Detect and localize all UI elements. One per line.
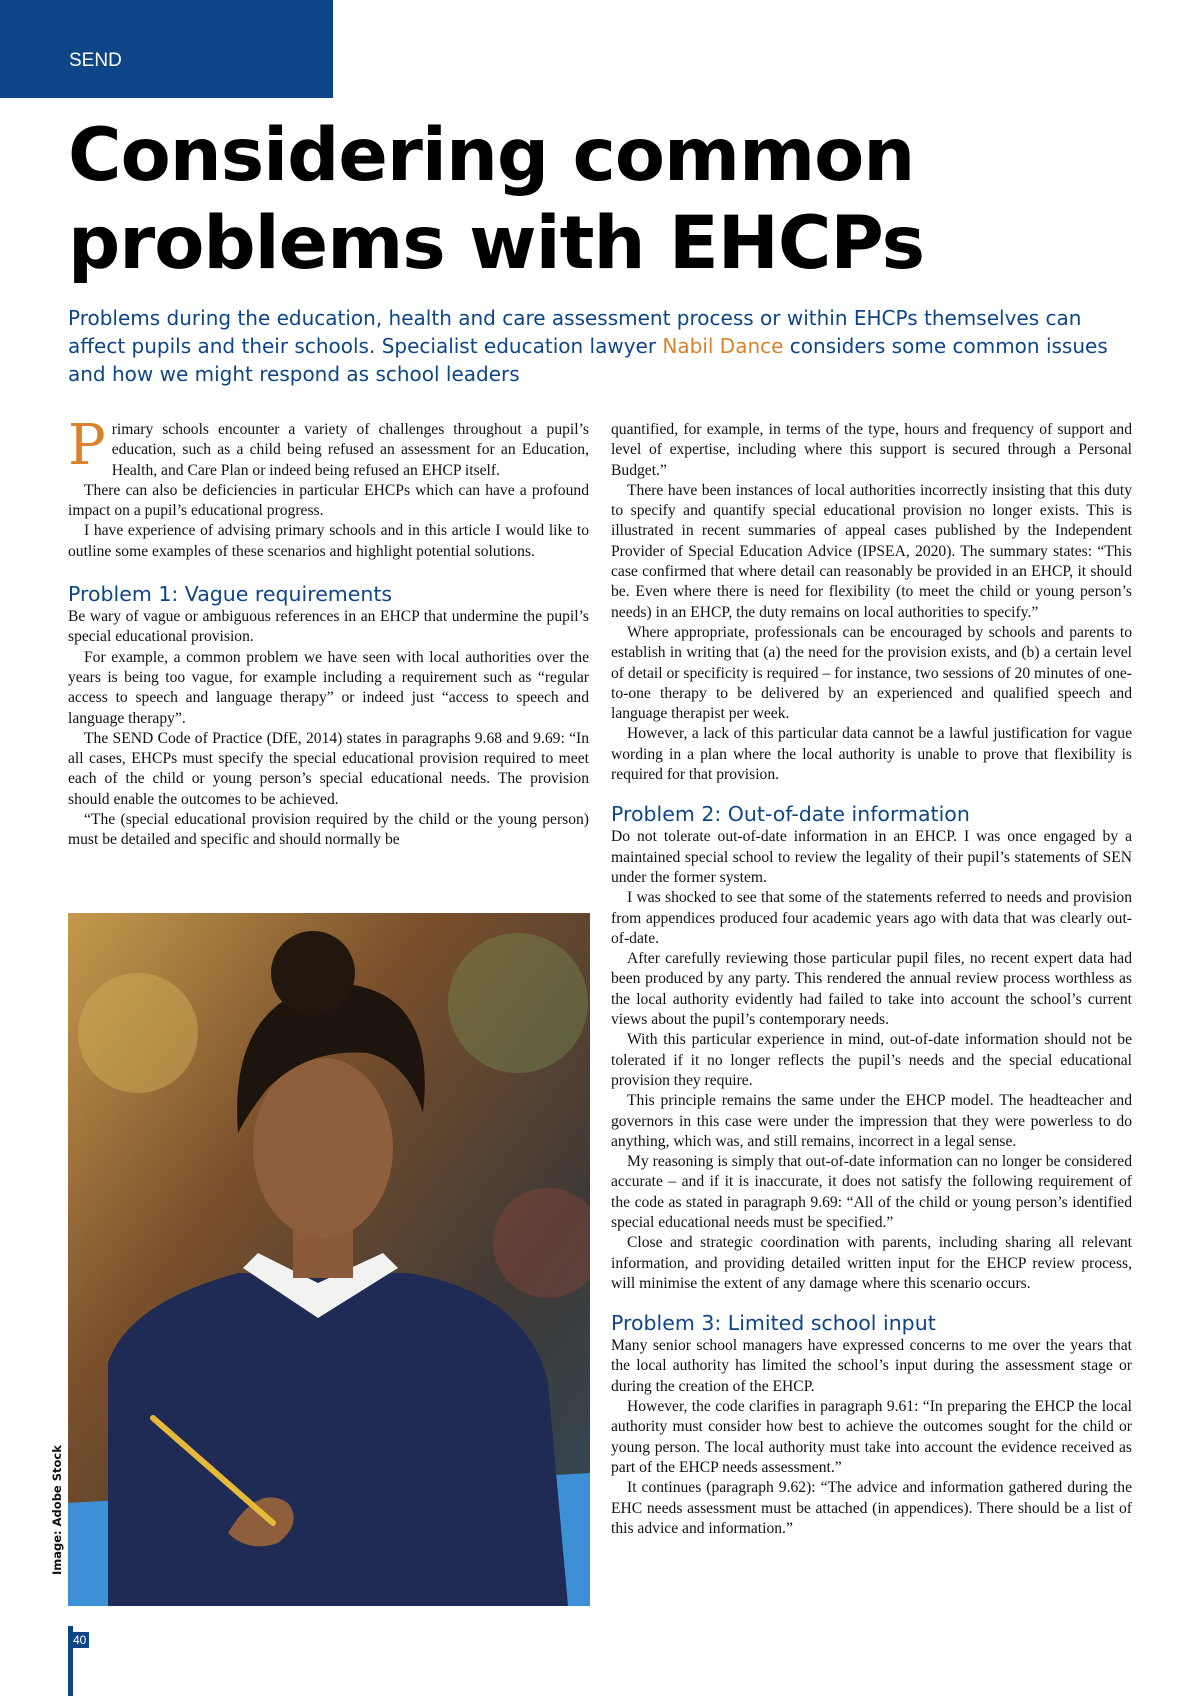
intro-paragraph-1-text: rimary schools encounter a variety of challenges throughout a pupil’s education, such as a child being refused an assessment for an Education, Health, and Care Plan or indeed being refused an EHCP itself.: [111, 421, 589, 479]
problem-1-paragraph-3: The SEND Code of Practice (DfE, 2014) states in paragraphs 9.68 and 9.69: “In all cases, EHCPs must specify the special educational provision required to meet each of the child or young person’s special educational needs. The provision should enable the outcomes to be achieved.: [68, 729, 589, 808]
page-number: 40: [70, 1632, 89, 1648]
problem-2-paragraph-6: My reasoning is simply that out-of-date information can no longer be considered accurate – and if it is inaccurate, it does not satisfy the following requirement of the code as stated in paragraph 9.69: “All of the child or young person’s identified special educational needs must be specified.”: [611, 1153, 1132, 1231]
problem-2-paragraph-1: Do not tolerate out-of-date information in an EHCP. I was once engaged by a maintained special school to review the legality of their pupil’s statements of SEN under the former system.: [611, 828, 1132, 886]
intro-paragraph-2: There can also be deficiencies in particular EHCPs which can have a profound impact on a pupil’s educational progress.: [68, 481, 589, 520]
intro-paragraph-3: I have experience of advising primary schools and in this article I would like to outline some examples of these scenarios and highlight potential solutions.: [68, 522, 589, 560]
problem-2-paragraph-4: With this particular experience in mind, out-of-date information should not be tolerated if it no longer reflects the pupil’s needs and the special educational provision they require.: [611, 1031, 1132, 1089]
section-label: SEND: [69, 50, 122, 71]
title-line-2: problems with EHCPs: [68, 201, 925, 286]
problem-2-paragraph-5: This principle remains the same under the EHCP model. The headteacher and governors in this case were under the impression that they were powerless to do anything, which was, and still remains, incorrect in a legal sense.: [611, 1092, 1132, 1150]
section-tab: [0, 0, 333, 98]
problem-1-paragraph-2: For example, a common problem we have seen with local authorities over the years is being too vague, for example including a requirement such as “regular access to speech and language therapy” or indeed just “access to speech and language therapy”.: [68, 648, 589, 727]
problem-1-paragraph-4: “The (special educational provision required by the child or the young person) must be detailed and specific and should normally be: [68, 811, 589, 849]
article-photo: [68, 913, 590, 1606]
problem-2-paragraph-7: Close and strategic coordination with parents, including sharing all relevant information, and providing detailed written input for the EHCP review process, will minimise the extent of any damage where this scenario occurs.: [611, 1234, 1132, 1292]
column-left: [68, 413, 589, 851]
problem-3-paragraph-2: However, the code clarifies in paragraph 9.61: “In preparing the EHCP the local authority must consider how best to achieve the outcomes sought for the child or young person. The local authority must take into account the evidence received as part of the EHCP needs assessment.”: [611, 1398, 1132, 1476]
problem-1-paragraph-5: quantified, for example, in terms of the type, hours and frequency of support and level of expertise, including where this support is secured through a Personal Budget.”: [611, 421, 1132, 479]
standfirst: [68, 304, 1143, 388]
article-title: [68, 112, 1148, 288]
problem-1-paragraph-8: However, a lack of this particular data cannot be a lawful justification for vague wording in a plan where the local authority is unable to prove that flexibility is required for that provision.: [611, 725, 1132, 784]
problem-3-paragraph-3: It continues (paragraph 9.62): “The advice and information gathered during the EHC needs assessment must be attached (in appendices). There should be a list of this advice and information.”: [611, 1479, 1132, 1537]
problem-3-heading: Problem 3: Limited school input: [611, 1311, 936, 1336]
standfirst-lead: Problems during the education, health and care assessment process or within EHCPs themselves can affect pupils and their schools. Specialist education lawyer: [68, 306, 1082, 358]
problem-1-paragraph-6: There have been instances of local authorities incorrectly insisting that this duty to specify and quantify special educational provision no longer exists. This is illustrated in recent summaries of appeal cases published by the Independent Provider of Special Education Advice (IPSEA, 2020). The summary states: “This case confirmed that where detail can reasonably be provided in an EHCP, it should be. Even where there is need for flexibility (to meet the child or young person’s needs) in an EHCP, the duty remains on local authorities to specify.”: [611, 481, 1132, 621]
drop-cap: P: [68, 413, 106, 478]
problem-1-heading: Problem 1: Vague requirements: [68, 582, 393, 607]
problem-2-paragraph-3: After carefully reviewing those particular pupil files, no recent expert data had been produced by any party. This rendered the annual review process worthless as the local authority evidently had failed to take into account the school’s current views about the pupil’s contemporary needs.: [611, 950, 1132, 1029]
intro-paragraph-1: [68, 413, 589, 481]
column-right: [611, 420, 1132, 1539]
problem-2-paragraph-2: I was shocked to see that some of the statements referred to needs and provision from appendices produced four academic years ago with data that was clearly out-of-date.: [611, 889, 1132, 947]
photo-illustration: [68, 913, 590, 1606]
problem-2-heading: Problem 2: Out-of-date information: [611, 802, 970, 827]
title-line-1: Considering common: [68, 113, 915, 198]
author-name: Nabil Dance: [662, 334, 784, 358]
problem-1-paragraph-7: Where appropriate, professionals can be encouraged by schools and parents to establish in writing that (a) the need for the provision exists, and (b) a certain level of detail or specificity is required – for instance, two sessions of 20 minutes of one-to-one therapy to be delivered by an experienced and qualified speech and language therapist per week.: [611, 623, 1132, 723]
face-shape: [253, 1058, 393, 1238]
problem-1-paragraph-1: Be wary of vague or ambiguous references in an EHCP that undermine the pupil’s special educational provision.: [68, 608, 589, 646]
problem-3-paragraph-1: Many senior school managers have expressed concerns to me over the years that the local authority has limited the school’s input during the assessment stage or during the creation of the EHCP.: [611, 1337, 1132, 1395]
standfirst-tail: considers some common issues and how we might respond as school leaders: [68, 334, 1108, 386]
image-credit: Image: Adobe Stock: [50, 1445, 64, 1575]
